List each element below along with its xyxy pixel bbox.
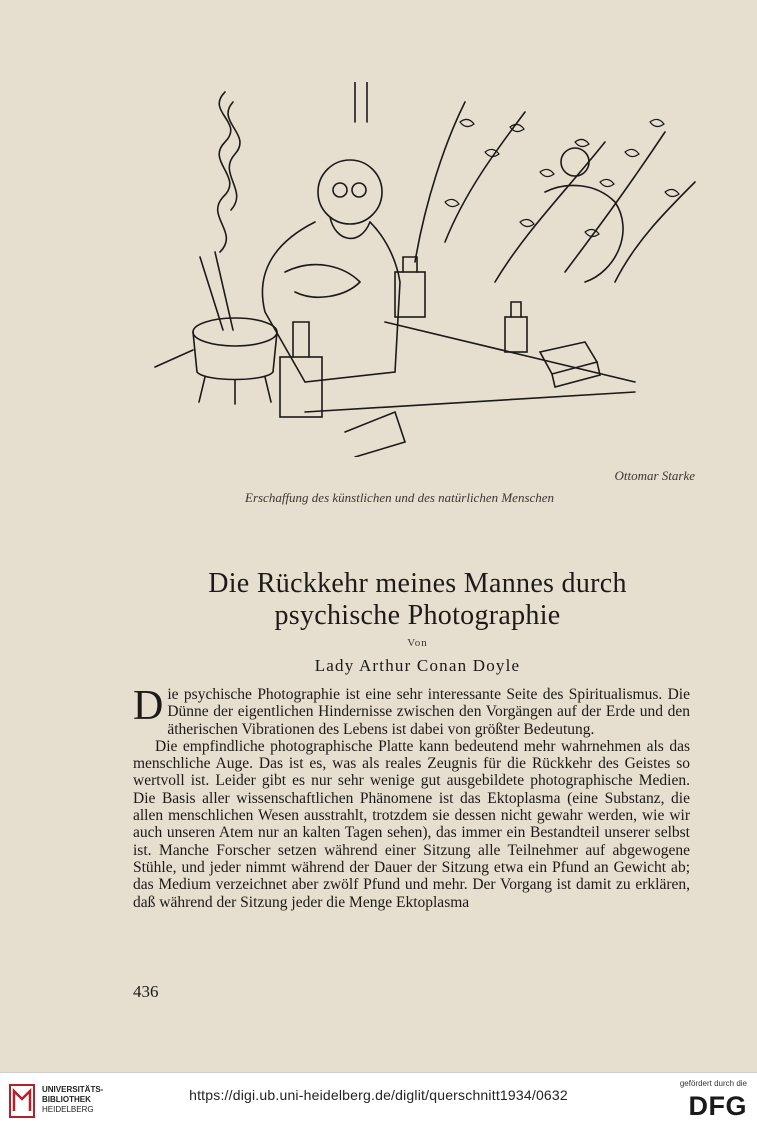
- viewer-footer: [0, 1072, 757, 1126]
- title-line-2: psychische Photographie: [274, 600, 561, 631]
- article-author: Lady Arthur Conan Doyle: [314, 656, 521, 675]
- dfg-logo[interactable]: DFG: [688, 1091, 747, 1121]
- funding-note: gefördert durch die: [679, 1079, 747, 1088]
- library-name-line-3: HEIDELBERG: [42, 1105, 94, 1114]
- library-name-line-2: BIBLIOTHEK: [42, 1095, 91, 1104]
- drop-cap: D: [133, 683, 164, 729]
- ink-illustration: [145, 82, 705, 457]
- library-name-line-1: UNIVERSITÄTS-: [42, 1085, 104, 1094]
- paragraph-1: [133, 683, 690, 738]
- illustration-credit: Ottomar Starke: [614, 468, 695, 483]
- title-line-1: Die Rückkehr meines Mannes durch: [208, 568, 627, 599]
- article-body: [133, 683, 690, 911]
- paragraph-1-text: ie psychische Photographie ist eine sehr interessante Seite des Spiritualismus. Die Dünne der eigentlichen Hindernisse zwischen den Vorgängen auf der Erde und den ätherischen Vibrationen des Lebens ist dabei von größter Bedeutung.: [167, 686, 690, 738]
- permalink-url[interactable]: https://digi.ub.uni-heidelberg.de/diglit/querschnitt1934/0632: [189, 1087, 568, 1103]
- illustration-caption: Erschaffung des künstlichen und des natürlichen Menschen: [245, 490, 555, 505]
- byline-prefix: Von: [407, 637, 428, 649]
- page-number: 436: [133, 982, 159, 1001]
- article-title: [130, 568, 705, 632]
- paragraph-2: Die empfindliche photographische Platte kann bedeutend mehr wahrnehmen als das menschliche Auge. Das ist es, was als reales Zeugnis für die Rückkehr des Geistes so wertvoll ist. Leider gibt es nur sehr wenige gut ausgebildete photographische Medien. Die Basis aller wissenschaftlichen Phänomene ist das Ektoplasma (eine Substanz, die allen menschlichen Wesen ausstrahlt, trotzdem sie dessen nicht gewahr werden, wie wir auch unseren Atem nur an kalten Tagen sehen), das immer ein Bestandteil unserer selbst ist. Manche Forscher setzen während einer Sitzung alle Teilnehmer auf abgewogene Stühle, und jeder nimmt während der Dauer der Sitzung etwa ein Pfund an Gewicht ab; das Medium verzeichnet aber zwölf Pfund und mehr. Der Vorgang ist damit zu erklären, daß während der Sitzung jeder die Menge Ektoplasma: [133, 737, 690, 911]
